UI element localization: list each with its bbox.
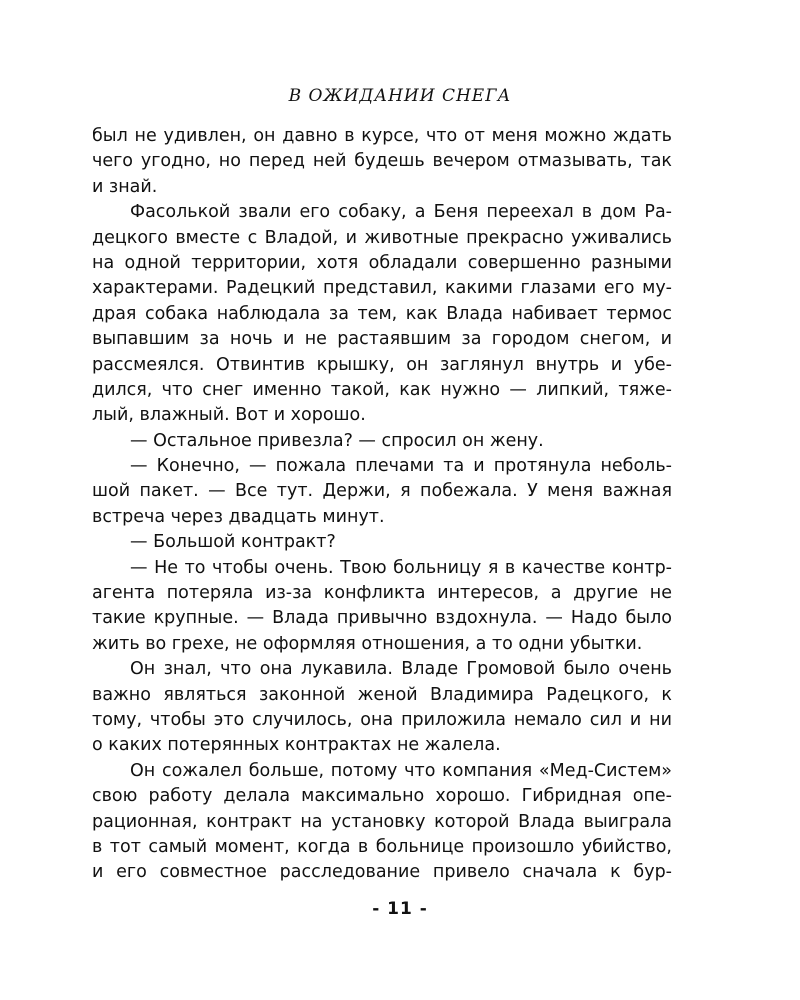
text-line: дился, что снег именно такой, как нужно — липкий, тяже- (92, 379, 672, 400)
text-line: рационная, контракт на установку которой Влада выиграла (92, 811, 672, 832)
paragraph (92, 759, 672, 886)
text-line: был не удивлен, он давно в курсе, что от меня можно ждать (92, 126, 672, 146)
text-line: — Конечно, — пожала плечами та и протянула неболь- (130, 456, 672, 477)
text-line: и его совместное расследование привело сначала к бур- (92, 862, 672, 883)
text-line: о каких потерянных контрактах не жалела. (92, 735, 501, 756)
text-line: важно являться законной женой Владимира Радецкого, к (92, 684, 672, 705)
text-line: лый, влажный. Вот и хорошо. (92, 405, 366, 426)
paragraph (92, 530, 672, 555)
text-line: в тот самый момент, когда в больнице произошло убийство, (92, 836, 672, 857)
text-line: агента потеряла из-за конфликта интересов, а другие не (92, 583, 672, 604)
text-line: чего угодно, но перед ней будешь вечером отмазывать, так (92, 151, 672, 172)
text-line: драя собака наблюдала за тем, как Влада набивает термос (92, 303, 672, 324)
text-line: тому, чтобы это случилось, она приложила немало сил и ни (92, 709, 672, 730)
running-head: В ОЖИДАНИИ СНЕГА (288, 86, 512, 106)
text-line: рассмеялся. Отвинтив крышку, он заглянул внутрь и убе- (92, 354, 672, 375)
paragraph (92, 657, 672, 759)
paragraph (92, 124, 672, 200)
paragraph (92, 556, 672, 658)
text-line: Фасолькой звали его собаку, а Беня переехал в дом Ра- (130, 202, 672, 223)
text-line: — Не то чтобы очень. Твою больницу я в качестве контр- (130, 557, 672, 578)
text-line: жить во грехе, не оформляя отношения, а то одни убытки. (92, 633, 643, 654)
text-line: и знай. (92, 176, 158, 197)
text-line: встреча через двадцать минут. (92, 506, 385, 527)
text-line: свою работу делала максимально хорошо. Гибридная опе- (92, 786, 672, 807)
text-line: характерами. Радецкий представил, какими глазами его му- (92, 278, 672, 299)
text-line: на одной территории, хотя обладали совершенно разными (92, 252, 672, 273)
text-line: — Большой контракт? (130, 532, 336, 553)
text-line: такие крупные. — Влада привычно вздохнула. — Надо было (92, 608, 672, 629)
text-line: Он знал, что она лукавила. Владе Громовой было очень (130, 659, 672, 680)
paragraph (92, 454, 672, 530)
paragraph (92, 200, 672, 429)
text-line: шой пакет. — Все тут. Держи, я побежала. У меня важная (92, 481, 672, 502)
text-line: Он сожалел больше, потому что компания «Мед-Систем» (130, 760, 672, 781)
paragraph (92, 429, 672, 454)
page-number: - 11 - (372, 899, 428, 919)
text-line: выпавшим за ночь и не растаявшим за городом снегом, и (92, 329, 672, 350)
body-text (92, 124, 672, 886)
text-line: децкого вместе с Владой, и животные прекрасно уживались (92, 227, 672, 248)
text-line: — Остальное привезла? — спросил он жену. (130, 430, 544, 451)
